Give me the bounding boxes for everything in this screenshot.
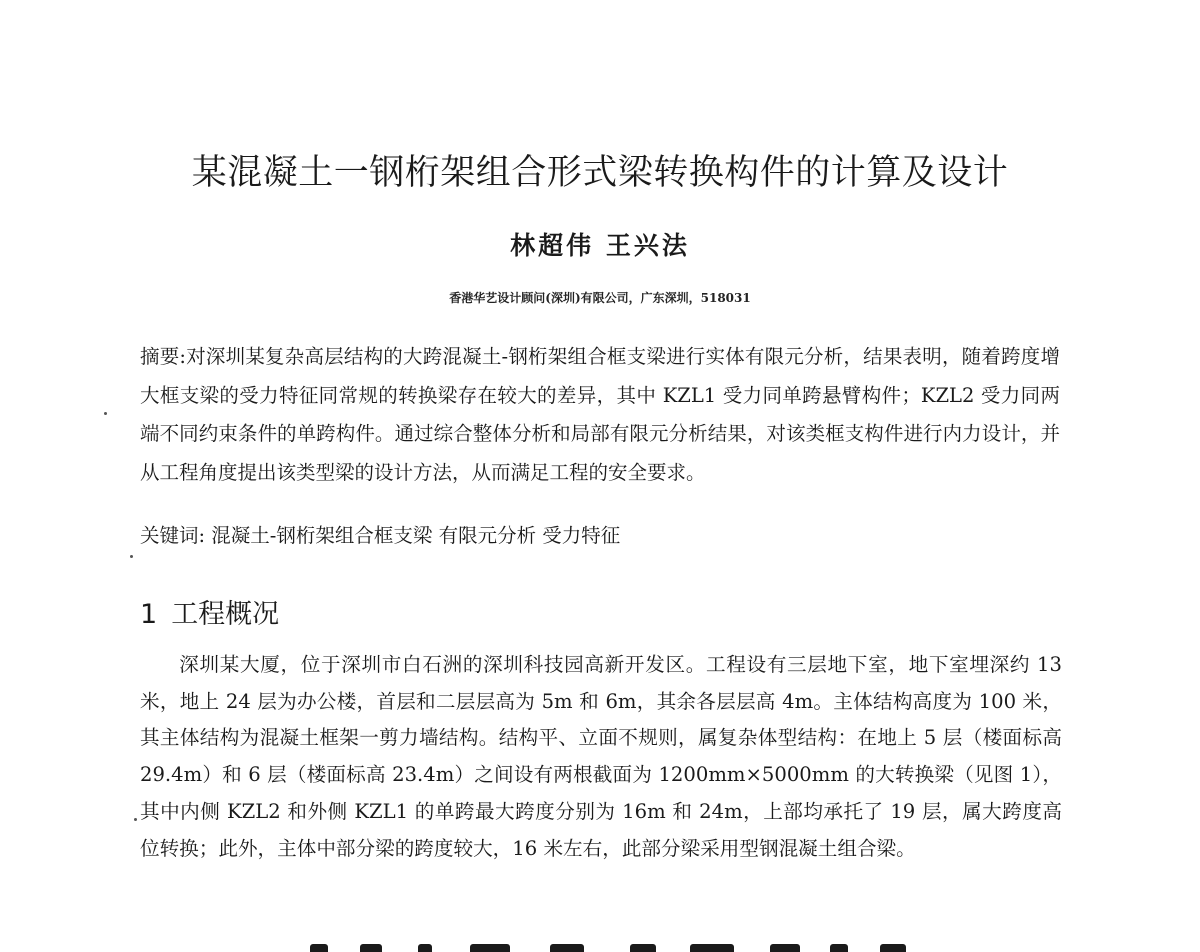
keywords-text: 混凝土-钢桁架组合框支梁 有限元分析 受力特征 — [211, 524, 621, 547]
paper-title: 某混凝土一钢桁架组合形式梁转换构件的计算及设计 — [191, 153, 1009, 193]
section-number: 1 — [140, 599, 158, 630]
paper-authors: 林超伟 王兴法 — [510, 231, 690, 260]
body-paragraph: 深圳某大厦，位于深圳市白石洲的深圳科技园高新开发区。工程设有三层地下室，地下室埋深约 13 米，地上 24 层为办公楼，首层和二层层高为 5m 和 6m，其余各层层高 4m。主体结构高度为 100 米，其主体结构为混凝土框架一剪力墙结构。结构平、立面不规则，属复杂体型结构：在地上 5 层（楼面标高 29.4m）和 6 层（楼面标高 23.4m）之间设有两根截面为 1200mm×5000mm 的大转换梁（见图 1），其中内侧 KZL2 和外侧 KZL1 的单跨最大跨度分别为 16m 和 24m，上部均承托了 19 层，属大跨度高位转换；此外，主体中部分梁的跨度较大，16 米左右，此部分梁采用型钢混凝土组合梁。 — [140, 653, 1062, 860]
abstract-block — [140, 338, 1060, 492]
scan-speck — [104, 412, 107, 415]
abstract-text: 对深圳某复杂高层结构的大跨混凝土-钢桁架组合框支梁进行实体有限元分析，结果表明，随着跨度增大框支梁的受力特征同常规的转换梁存在较大的差异，其中 KZL1 受力同单跨悬臂构件；KZL2 受力同两端不同约束条件的单跨构件。通过综合整体分析和局部有限元分析结果，对该类框支构件进行内力设计，并从工程角度提出该类型梁的设计方法，从而满足工程的安全要求。 — [140, 345, 1060, 484]
keywords-label: 关键词: — [140, 524, 206, 547]
keywords-block — [140, 521, 1060, 551]
section-title: 工程概况 — [171, 599, 280, 630]
scan-speck — [134, 818, 137, 821]
paper-affiliation: 香港华艺设计顾问(深圳)有限公司，广东深圳，518031 — [449, 291, 751, 305]
scan-speck — [130, 555, 133, 558]
abstract-label: 摘要: — [140, 345, 186, 368]
section-heading — [140, 592, 279, 631]
cut-off-text-line — [300, 936, 920, 952]
